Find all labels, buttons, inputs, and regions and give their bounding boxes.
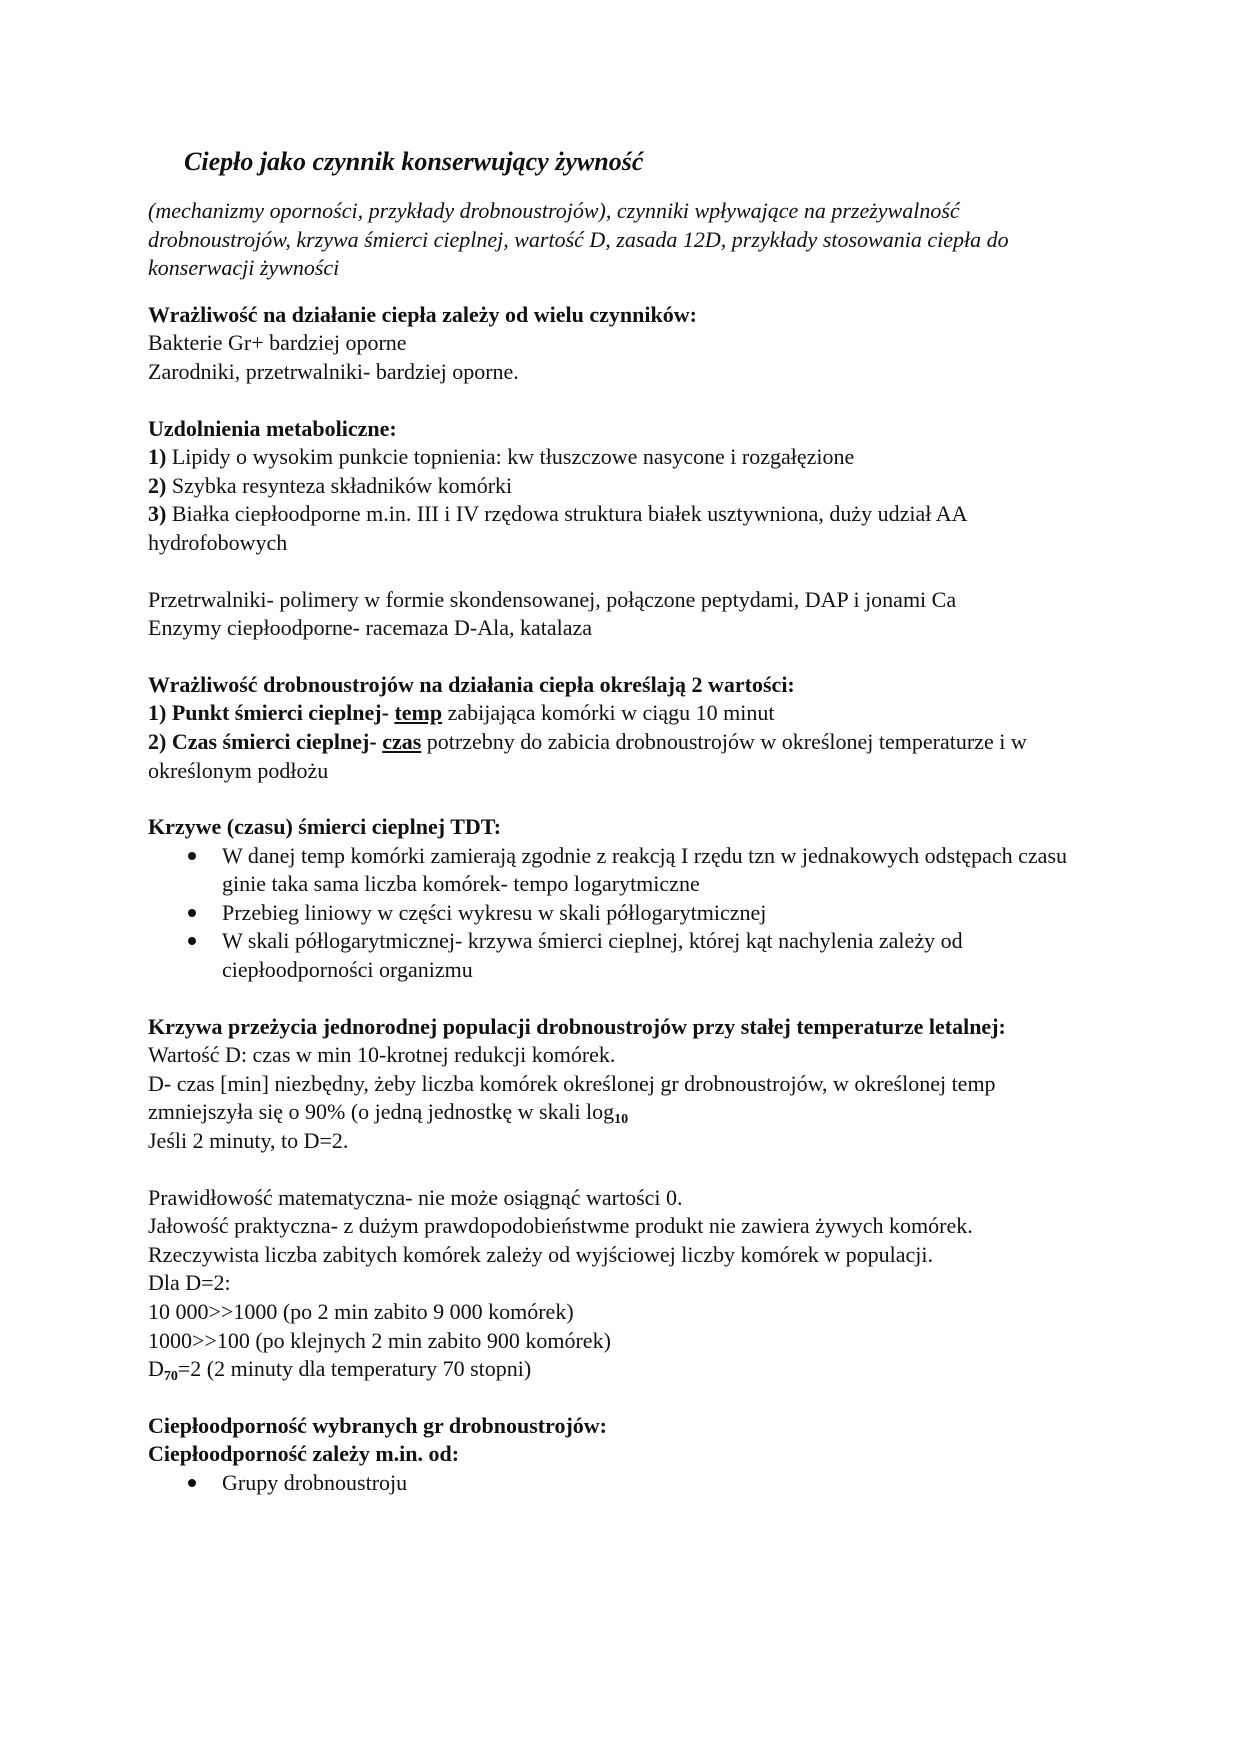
text-run: D bbox=[148, 1356, 164, 1382]
item-underlined: czas bbox=[382, 728, 422, 754]
text-line: Dla D=2: bbox=[148, 1270, 231, 1296]
item-text: Lipidy o wysokim punkcie topnienia: kw tłuszczowe nasycone i rozgałęzione bbox=[166, 444, 855, 470]
numbered-item bbox=[148, 699, 1100, 728]
section-survival-curve bbox=[148, 1013, 1100, 1156]
section-heading: Ciepłoodporność wybranych gr drobnoustrojów: bbox=[148, 1412, 608, 1438]
text-line: 10 000>>1000 (po 2 min zabito 9 000 komórek) bbox=[148, 1299, 574, 1324]
text-line: Zarodniki, przetrwalniki- bardziej oporne. bbox=[148, 358, 519, 384]
list-item: W skali półlogarytmicznej- krzywa śmierci cieplnej, której kąt nachylenia zależy od ciepłoodporności organizmu bbox=[148, 927, 1100, 984]
item-text: Szybka resynteza składników komórki bbox=[166, 472, 513, 498]
item-label: 2) Czas śmierci cieplnej- bbox=[148, 728, 383, 754]
intro-paragraph: (mechanizmy oporności, przykłady drobnoustrojów), czynniki wpływające na przeżywalność drobnoustrojów, krzywa śmierci cieplnej, wartość D, zasada 12D, przykłady stosowania ciepła do konserwacji żywności bbox=[148, 198, 1009, 281]
section-metabolic-abilities bbox=[148, 415, 1100, 558]
item-number: 2) bbox=[148, 472, 167, 498]
text-line: Wartość D: czas w min 10-krotnej redukcji komórek. bbox=[148, 1042, 616, 1068]
text-line: Jeśli 2 minuty, to D=2. bbox=[148, 1128, 349, 1154]
text-line: 1000>>100 (po klejnych 2 min zabito 900 komórek) bbox=[148, 1327, 611, 1353]
item-label: 1) Punkt śmierci cieplnej- bbox=[148, 700, 395, 726]
text-line: Jałowość praktyczna- z dużym prawdopodobieństwme produkt nie zawiera żywych komórek. bbox=[148, 1213, 973, 1239]
section-mathematical-rule bbox=[148, 1184, 1100, 1384]
numbered-item bbox=[148, 728, 1100, 785]
item-underlined: temp bbox=[394, 700, 443, 726]
section-sensitivity-values bbox=[148, 671, 1100, 785]
text-run: D- czas [min] niezbędny, żeby liczba komórek określonej gr drobnoustrojów, w określonej temp zmniejszyła się o 90% (o jedną jednostkę w skali log bbox=[148, 1070, 996, 1125]
section-heading: Wrażliwość na działanie ciepła zależy od wielu czynników: bbox=[148, 301, 697, 327]
item-number: 1) bbox=[148, 444, 167, 470]
list-item: Przebieg liniowy w części wykresu w skali półlogarytmicznej bbox=[148, 899, 1100, 928]
item-text: zabijająca komórki w ciągu 10 minut bbox=[442, 700, 775, 726]
subscript: 10 bbox=[614, 1112, 629, 1128]
text-line bbox=[148, 1355, 1100, 1384]
text-line: Enzymy ciepłoodporne- racemaza D-Ala, katalaza bbox=[148, 615, 593, 641]
subscript: 70 bbox=[163, 1369, 178, 1385]
section-tdt-curves bbox=[148, 813, 1100, 985]
numbered-item bbox=[148, 500, 1100, 557]
item-text: Białka ciepłoodporne m.in. III i IV rzędowa struktura białek usztywniona, duży udział AA hydrofobowych bbox=[148, 501, 967, 555]
bullet-list bbox=[148, 1469, 1100, 1498]
section-heading: Uzdolnienia metaboliczne: bbox=[148, 415, 397, 441]
list-item: Grupy drobnoustroju bbox=[148, 1469, 1100, 1498]
document-body bbox=[148, 145, 1100, 1526]
section-spores bbox=[148, 586, 1100, 643]
section-heat-sensitivity bbox=[148, 301, 1100, 387]
section-subheading: Ciepłoodporność zależy m.in. od: bbox=[148, 1441, 460, 1467]
text-line: Bakterie Gr+ bardziej oporne bbox=[148, 330, 407, 356]
section-heading: Wrażliwość drobnoustrojów na działania ciepła określają 2 wartości: bbox=[148, 671, 795, 697]
section-heading: Krzywa przeżycia jednorodnej populacji drobnoustrojów przy stałej temperaturze letalnej: bbox=[148, 1013, 1006, 1039]
text-line: Rzeczywista liczba zabitych komórek zależy od wyjściowej liczby komórek w populacji. bbox=[148, 1241, 933, 1267]
list-item: W danej temp komórki zamierają zgodnie z reakcją I rzędu tzn w jednakowych odstępach czasu ginie taka sama liczba komórek- tempo logarytmiczne bbox=[148, 842, 1100, 899]
text-run: =2 (2 minuty dla temperatury 70 stopni) bbox=[177, 1356, 532, 1382]
numbered-item bbox=[148, 472, 1100, 501]
section-heading: Krzywe (czasu) śmierci cieplnej TDT: bbox=[148, 814, 502, 840]
page-title: Ciepło jako czynnik konserwujący żywność bbox=[184, 147, 644, 176]
text-line: Prawidłowość matematyczna- nie może osiągnąć wartości 0. bbox=[148, 1184, 683, 1210]
item-number: 3) bbox=[148, 501, 167, 527]
text-line: Przetrwalniki- polimery w formie skondensowanej, połączone peptydami, DAP i jonami Ca bbox=[148, 586, 957, 612]
numbered-item bbox=[148, 443, 1100, 472]
bullet-list bbox=[148, 842, 1100, 985]
text-line bbox=[148, 1070, 1100, 1127]
item-text: potrzebny do zabicia drobnoustrojów w określonej temperaturze i w określonym podłożu bbox=[148, 728, 1027, 783]
section-heat-resistance bbox=[148, 1412, 1100, 1498]
